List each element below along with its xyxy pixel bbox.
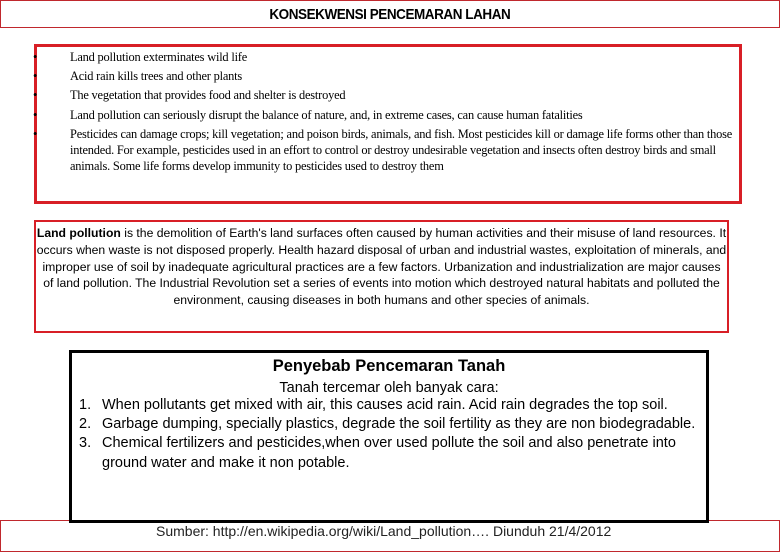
list-item <box>72 396 706 415</box>
item-text: Garbage dumping, specially plastics, degrade the soil fertility as they are non biodegradable. <box>102 416 696 433</box>
causes-heading: Penyebab Pencemaran Tanah <box>272 357 506 375</box>
consequences-box <box>34 44 742 204</box>
item-text: Pesticides can damage crops; kill vegetation; and poison birds, animals, and fish. Most pesticides kill or damage life forms other than those intended. For example, pesticides used in an effort to control or destroy undesirable vegetation and insects often destroy birds and small animals. Some life forms develop immunity to pesticides used to destroy them <box>70 126 733 174</box>
title-box <box>0 0 780 28</box>
item-text: When pollutants get mixed with air, this causes acid rain. Acid rain degrades the top soil. <box>102 397 668 413</box>
bullet-icon: • <box>33 69 38 84</box>
bullet-icon: • <box>33 88 38 103</box>
list-item <box>33 107 739 123</box>
bullet-icon: • <box>33 107 38 122</box>
consequences-list <box>33 49 739 174</box>
item-text: The vegetation that provides food and shelter is destroyed <box>70 88 346 103</box>
list-item <box>72 415 706 434</box>
causes-intro: Tanah tercemar oleh banyak cara: <box>279 380 499 396</box>
item-text: Land pollution exterminates wild life <box>70 50 248 64</box>
item-number: 3. <box>79 435 92 452</box>
item-text: Acid rain kills trees and other plants <box>70 69 243 84</box>
definition-box <box>34 220 729 333</box>
item-number: 1. <box>79 397 92 413</box>
bullet-icon: • <box>33 50 38 64</box>
source-text: Sumber: http://en.wikipedia.org/wiki/Land_pollution…. Diunduh 21/4/2012 <box>156 523 612 539</box>
bullet-icon: • <box>33 126 38 141</box>
item-text: Land pollution can seriously disrupt the balance of nature, and, in extreme cases, can cause human fatalities <box>70 107 583 122</box>
list-item <box>33 87 739 103</box>
causes-box <box>69 350 709 523</box>
list-item <box>72 434 706 472</box>
item-text: Chemical fertilizers and pesticides,when over used pollute the soil and also penetrate into ground water and make it non potable. <box>102 435 676 471</box>
page-title: KONSEKWENSI PENCEMARAN LAHAN <box>269 6 511 23</box>
definition-term: Land pollution <box>36 226 121 240</box>
definition-text: is the demolition of Earth's land surfaces often caused by human activities and their misuse of land resources. It occurs when waste is not disposed properly. Health hazard disposal of urban and industrial wastes, exploitation of minerals, and improper use of soil by inadequate agricultural practices are a few factors. Urbanization and industrialization are major causes of land pollution. The Industrial Revolution set a series of events into motion which destroyed natural habitats and polluted the environment, causing diseases in both humans and other species of animals. <box>36 226 727 308</box>
list-item <box>33 68 739 84</box>
causes-list <box>72 396 706 473</box>
item-number: 2. <box>79 416 92 433</box>
list-item <box>33 126 739 175</box>
list-item <box>33 49 739 65</box>
